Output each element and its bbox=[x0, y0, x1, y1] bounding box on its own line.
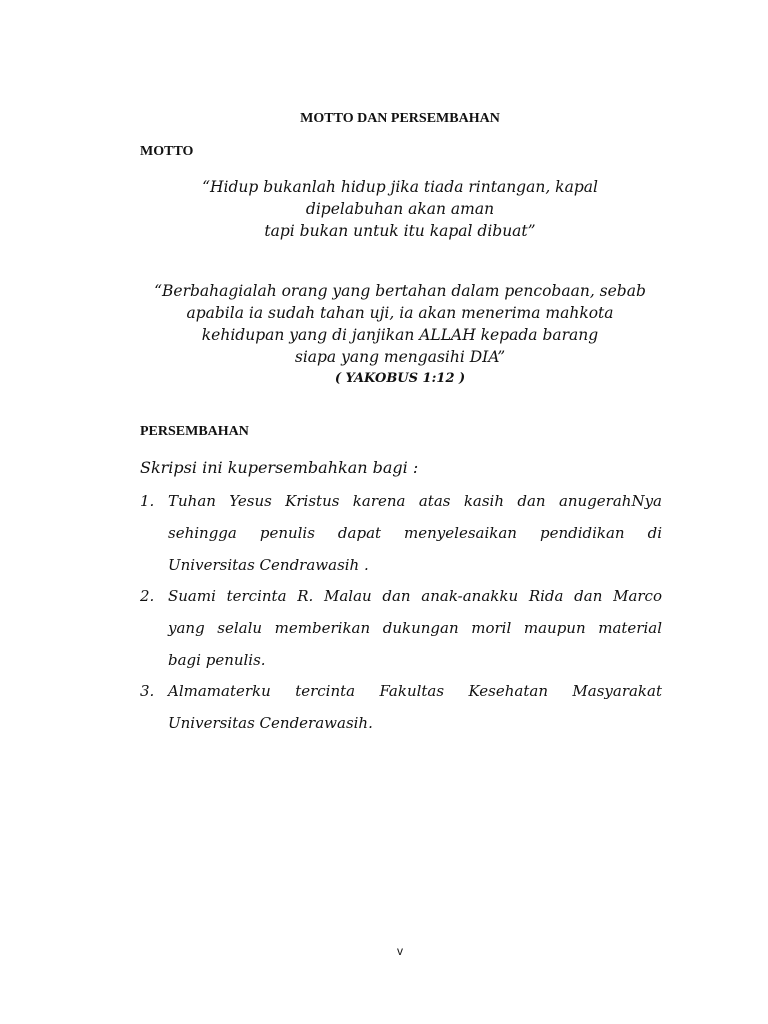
page-title: MOTTO DAN PERSEMBAHAN bbox=[300, 111, 500, 126]
item-line: sehingga penulis dapat menyelesaikan pendidikan di bbox=[168, 524, 662, 542]
quote2-line: “Berbahagialah orang yang bertahan dalam pencobaan, sebab bbox=[154, 282, 646, 300]
dedication-intro: Skripsi ini kupersembahkan bagi : bbox=[140, 458, 419, 477]
quote1-line: dipelabuhan akan aman bbox=[305, 200, 495, 218]
item-line: yang selalu memberikan dukungan moril maupun material bbox=[168, 619, 662, 637]
quote2-line: siapa yang mengasihi DIA” bbox=[294, 348, 506, 366]
page-number: v bbox=[397, 944, 403, 958]
quote2-line: kehidupan yang di janjikan ALLAH kepada barang bbox=[201, 326, 599, 344]
dedication-item-1 bbox=[140, 485, 662, 581]
item-number: 3. bbox=[140, 682, 155, 700]
motto-quote-2 bbox=[130, 280, 670, 390]
quote1-line: tapi bukan untuk itu kapal dibuat” bbox=[264, 222, 536, 240]
persembahan-heading: PERSEMBAHAN bbox=[140, 424, 249, 439]
item-line: Universitas Cenderawasih. bbox=[168, 714, 373, 732]
item-number: 1. bbox=[140, 492, 155, 510]
item-line: Tuhan Yesus Kristus karena atas kasih dan anugerahNya bbox=[168, 492, 662, 510]
item-line: Almamaterku tercinta Fakultas Kesehatan Masyarakat bbox=[168, 682, 662, 700]
dedication-item-2 bbox=[140, 580, 662, 676]
motto-quote-1 bbox=[130, 176, 670, 242]
dedication-item-3 bbox=[140, 675, 662, 739]
item-line: Universitas Cendrawasih . bbox=[168, 556, 369, 574]
item-line: bagi penulis. bbox=[168, 651, 266, 669]
quote2-reference: ( YAKOBUS 1:12 ) bbox=[334, 371, 466, 386]
quote1-line: “Hidup bukanlah hidup jika tiada rintangan, kapal bbox=[202, 178, 598, 196]
item-line: Suami tercinta R. Malau dan anak-anakku Rida dan Marco bbox=[168, 587, 662, 605]
quote2-line: apabila ia sudah tahan uji, ia akan menerima mahkota bbox=[186, 304, 614, 322]
item-number: 2. bbox=[140, 587, 155, 605]
motto-heading: MOTTO bbox=[140, 144, 194, 159]
